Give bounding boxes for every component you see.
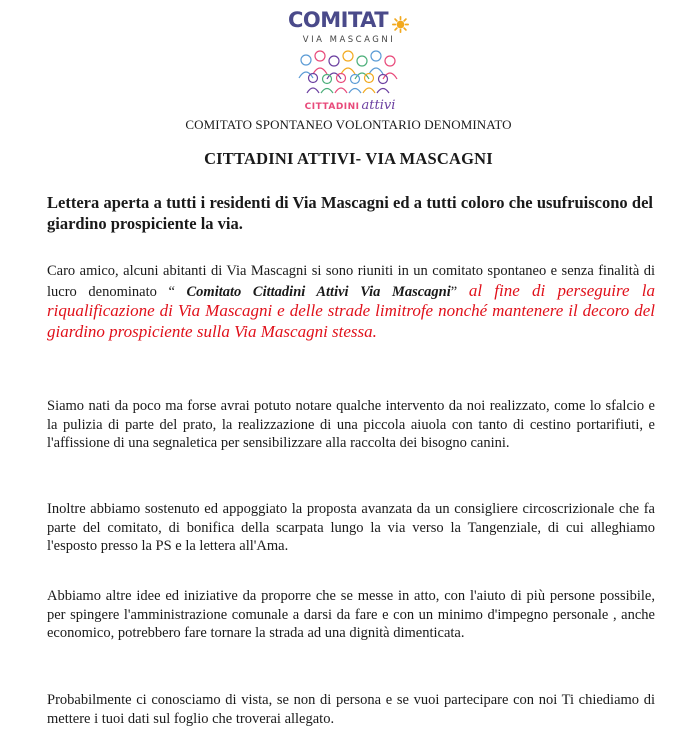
committee-name: Comitato Cittadini Attivi Via Mascagni: [186, 283, 451, 300]
people-illustration: [296, 48, 400, 94]
paragraph-5: Probabilmente ci conosciamo di vista, se non di persona e se vuoi partecipare con noi Ti chiediamo di mettere i tuoi dati sul foglio che troverai allegato.: [47, 692, 655, 727]
paragraph-2: Siamo nati da poco ma forse avrai potuto notare qualche intervento da noi realizzato, come lo sfalcio e la pulizia di parte del prato, la realizzazione di una piccola aiuola con tanto di cestino portarifiuti, e l'affissione di una segnaletica per sensibilizzare alla raccolta dei bisogno canini.: [47, 398, 655, 451]
letter-intro: Lettera aperta a tutti i residenti di Via Mascagni ed a tutti coloro che usufruiscono del giardino prospiciente la via.: [47, 193, 653, 233]
logo-cittadini: CITTADINI: [304, 102, 360, 112]
paragraph-1: [47, 262, 655, 342]
logo-attivi: attivi: [361, 98, 396, 113]
paragraph-1-quote-end: ”: [450, 283, 469, 300]
paragraph-3: Inoltre abbiamo sostenuto ed appoggiato la proposta avanzata da un consigliere circoscrizionale che fa parte del comitato, di bonifica della scarpata lungo la via verso la Tangenziale, di cui alleghiamo l'esposto presso la PS e la lettera all'Ama.: [47, 501, 655, 554]
committee-logo: [276, 6, 422, 114]
paragraph-4: Abbiamo altre idee ed iniziative da proporre che se messe in atto, con l'aiuto di più persone possibile, per spingere l'amministrazione comunale a darsi da fare e con un minimo d'impegno personale , anche economico, potrebbero fare tornare la strada ad una dignità dimenticata.: [47, 588, 655, 641]
logo-title: COMITAT: [288, 8, 389, 32]
paragraph-1-start: Caro amico, alcuni abitanti di Via Mascagni si sono riuniti in un comitato spontaneo e senza finalità di lucro denominato “: [47, 263, 655, 300]
committee-title: CITTADINI ATTIVI- VIA MASCAGNI: [204, 149, 493, 168]
committee-subtitle: COMITATO SPONTANEO VOLONTARIO DENOMINATO: [185, 117, 512, 132]
logo-subtitle: VIA MASCAGNI: [302, 35, 396, 45]
sun-icon: [392, 16, 409, 33]
paragraph-1-purpose: al fine di perseguire la riqualificazione di Via Mascagni e delle strade limitrofe nonché mantenere il decoro del giardino prospiciente sulla Via Mascagni stessa.: [47, 280, 655, 341]
logo-bottom-text: [288, 96, 412, 114]
